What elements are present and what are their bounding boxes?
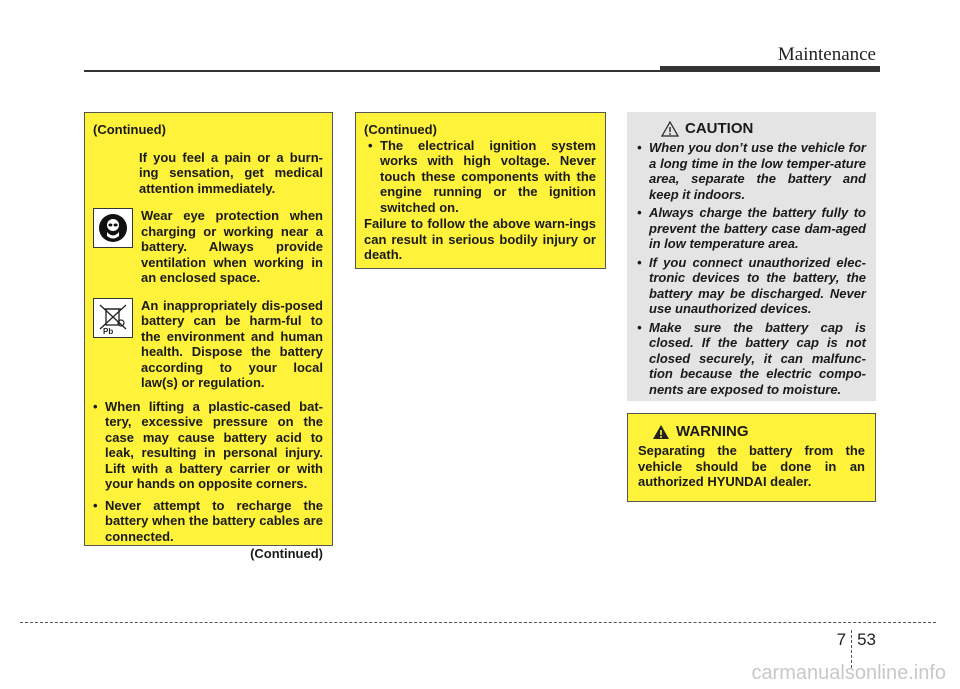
disposal-row — [93, 298, 323, 391]
header-rule-accent — [660, 66, 880, 72]
warning-triangle-icon — [652, 424, 670, 440]
list-item: • The electrical ignition system works with high voltage. Never touch these components with the engine running or the ignition switched on. — [368, 138, 596, 216]
warning-title: WARNING — [676, 423, 749, 441]
continued-label-bottom: (Continued) — [250, 546, 323, 561]
list-item: • Never attempt to recharge the battery when the battery cables are connected. — [93, 498, 323, 545]
caution-triangle-icon — [661, 121, 679, 137]
page-number-value: 53 — [851, 630, 876, 668]
warning-header — [652, 424, 865, 440]
eye-protection-row — [93, 208, 323, 286]
watermark: carmanualsonline.info — [751, 662, 946, 684]
battery-bullet-list — [93, 399, 323, 545]
eye-protection-icon — [93, 208, 133, 248]
footer-rule — [20, 622, 936, 623]
continued-label-top: (Continued) — [364, 122, 437, 137]
chapter-number: 7 — [836, 630, 847, 649]
caution-title: CAUTION — [685, 120, 754, 138]
section-title: Maintenance — [777, 44, 876, 65]
ignition-warning-box — [355, 112, 606, 269]
battery-warning-box — [84, 112, 333, 561]
caution-bullet-list — [637, 140, 866, 397]
caution-header — [661, 121, 866, 137]
list-item: • When you don’t use the vehicle for a long time in the low temper-ature area, separate the battery and keep it indoors. — [637, 140, 866, 202]
pain-warning-text: If you feel a pain or a burn-ing sensation, get medical attention immediately. — [139, 149, 323, 196]
warning-text: Separating the battery from the vehicle should be done in an authorized HYUNDAI dealer. — [638, 443, 865, 489]
continued-label-top: (Continued) — [93, 122, 166, 137]
failure-text: Failure to follow the above warn-ings can result in serious bodily injury or death. — [364, 216, 596, 262]
caution-box — [627, 112, 876, 401]
disposal-text: An inappropriately dis-posed battery can be harm-ful to the environment and human health. Dispose the battery according to your local law(s) or regulation. — [141, 297, 323, 390]
list-item: • Make sure the battery cap is closed. If the battery cap is not closed securely, it can malfunc-tion because the electric compo-nents are exposed to moisture. — [637, 320, 866, 398]
recycle-bin-crossed-icon — [93, 298, 133, 338]
list-item: • Always charge the battery fully to prevent the battery case dam-aged in low temperature area. — [637, 205, 866, 252]
pb-label: Pb — [103, 326, 114, 335]
list-item: • If you connect unauthorized elec-tronic devices to the battery, the battery may be discharged. Never use unauthorized devices. — [637, 255, 866, 317]
list-item: • When lifting a plastic-cased bat-tery, excessive pressure on the case may cause battery acid to leak, resulting in personal injury. Lift with a battery carrier or with your hands on opposite corners. — [93, 399, 323, 492]
ignition-bullet-list — [368, 138, 596, 216]
warning-box — [627, 413, 876, 502]
eye-protection-text: Wear eye protection when charging or working near a battery. Always provide ventilation when working in an enclosed space. — [141, 208, 323, 285]
